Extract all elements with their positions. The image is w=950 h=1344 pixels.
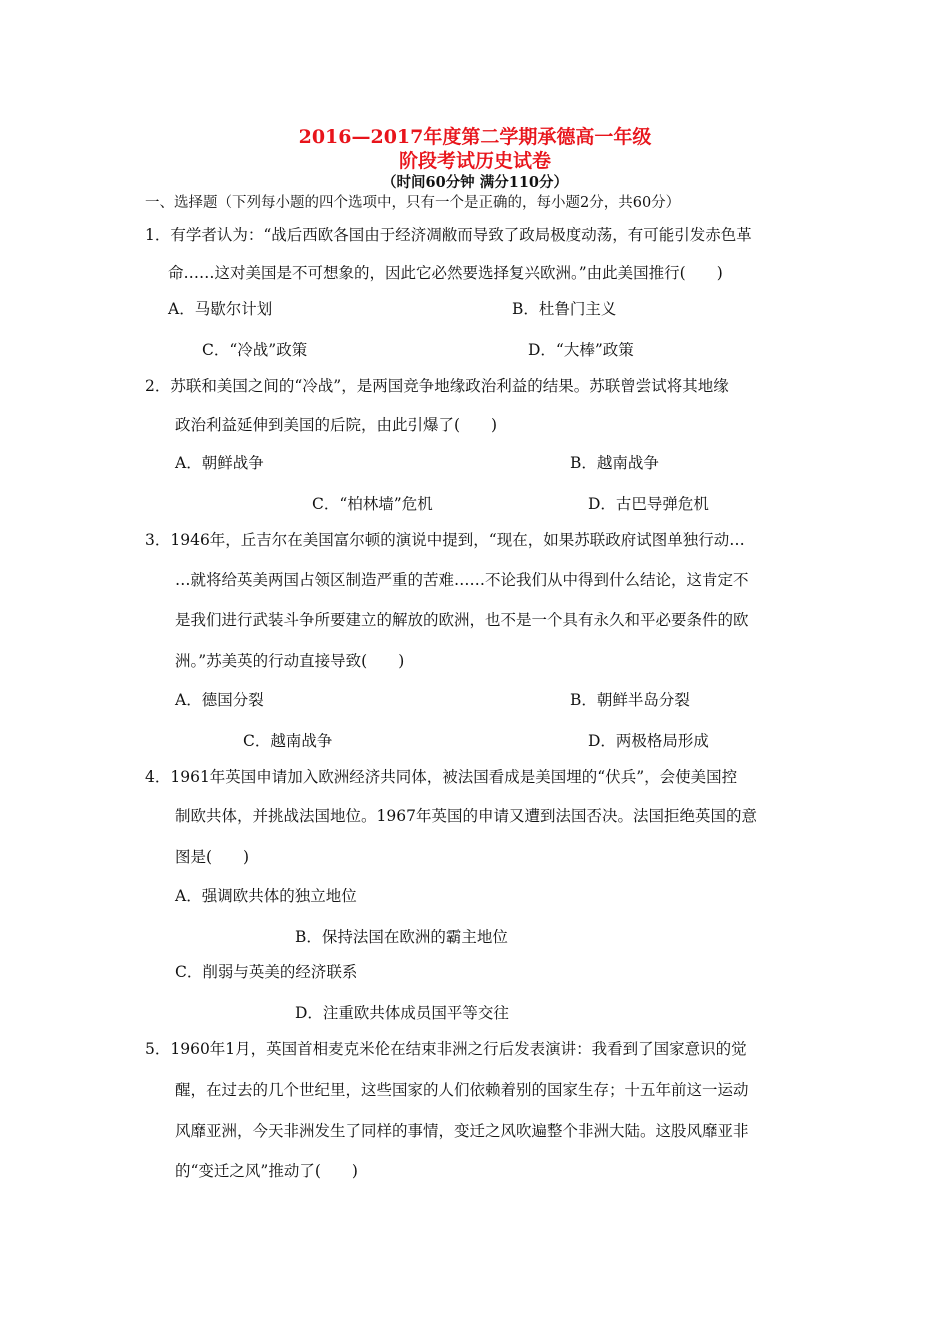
question-2-option-d: D．古巴导弹危机 bbox=[588, 495, 709, 513]
question-2-stem-line-2: 政治利益延伸到美国的后院，由此引爆了( ) bbox=[175, 416, 498, 434]
question-2-option-c: C．“柏林墙”危机 bbox=[312, 495, 433, 513]
question-1-option-d: D．“大棒”政策 bbox=[528, 341, 634, 359]
question-4-option-a: A．强调欧共体的独立地位 bbox=[175, 887, 357, 905]
question-1-stem-line-2: 命……这对美国是不可想象的，因此它必然要选择复兴欧洲。”由此美国推行( ) bbox=[168, 264, 723, 282]
section-heading: 一、选择题（下列每小题的四个选项中，只有一个是正确的，每小题2分，共60分） bbox=[145, 195, 681, 211]
question-4-stem-line-2: 制欧共体，并挑战法国地位。1967年英国的申请又遭到法国否决。法国拒绝英国的意 bbox=[175, 807, 757, 825]
question-5-stem-line-4: 的“变迁之风”推动了( ) bbox=[175, 1162, 358, 1180]
question-3-option-d: D．两极格局形成 bbox=[588, 732, 709, 750]
question-1-option-b: B．杜鲁门主义 bbox=[512, 300, 617, 318]
question-3-option-b: B．朝鲜半岛分裂 bbox=[570, 691, 690, 709]
exam-subtitle: （时间60分钟 满分110分） bbox=[382, 174, 568, 191]
question-2-option-b: B．越南战争 bbox=[570, 454, 659, 472]
question-2-stem-line-1: 2．苏联和美国之间的“冷战”，是两国竞争地缘政治利益的结果。苏联曾尝试将其地缘 bbox=[145, 377, 729, 395]
question-3-stem-line-3: 是我们进行武装斗争所要建立的解放的欧洲，也不是一个具有永久和平必要条件的欧 bbox=[175, 611, 749, 629]
exam-title-line2: 阶段考试历史试卷 bbox=[398, 150, 551, 172]
question-5-stem-line-1: 5．1960年1月，英国首相麦克米伦在结束非洲之行后发表演讲：我看到了国家意识的觉 bbox=[145, 1040, 747, 1058]
question-5-stem-line-3: 风靡亚洲，今天非洲发生了同样的事情，变迁之风吹遍整个非洲大陆。这股风靡亚非 bbox=[175, 1122, 749, 1140]
question-1-option-c: C．“冷战”政策 bbox=[202, 341, 308, 359]
exam-title-line1: 2016—2017年度第二学期承德高一年级 bbox=[298, 126, 652, 148]
question-4-option-d: D．注重欧共体成员国平等交往 bbox=[295, 1004, 509, 1022]
question-3-option-c: C．越南战争 bbox=[243, 732, 333, 750]
question-4-stem-line-3: 图是( ) bbox=[175, 848, 250, 866]
question-2-option-a: A．朝鲜战争 bbox=[175, 454, 264, 472]
question-4-option-b: B．保持法国在欧洲的霸主地位 bbox=[295, 928, 508, 946]
question-3-option-a: A．德国分裂 bbox=[175, 691, 264, 709]
question-3-stem-line-4: 洲。”苏美英的行动直接导致( ) bbox=[175, 652, 405, 670]
question-5-stem-line-2: 醒，在过去的几个世纪里，这些国家的人们依赖着别的国家生存；十五年前这一运动 bbox=[175, 1081, 749, 1099]
question-4-option-c: C．削弱与英美的经济联系 bbox=[175, 963, 358, 981]
question-1-option-a: A．马歇尔计划 bbox=[168, 300, 273, 318]
question-3-stem-line-1: 3．1946年，丘吉尔在美国富尔顿的演说中提到，“现在，如果苏联政府试图单独行动… bbox=[145, 531, 745, 549]
question-3-stem-line-2: …就将给英美两国占领区制造严重的苦难……不论我们从中得到什么结论，这肯定不 bbox=[175, 571, 749, 589]
question-4-stem-line-1: 4．1961年英国申请加入欧洲经济共同体，被法国看成是美国埋的“伏兵”，会使美国控 bbox=[145, 768, 738, 786]
question-1-stem-line-1: 1．有学者认为：“战后西欧各国由于经济凋敝而导致了政局极度动荡，有可能引发赤色革 bbox=[145, 226, 752, 244]
